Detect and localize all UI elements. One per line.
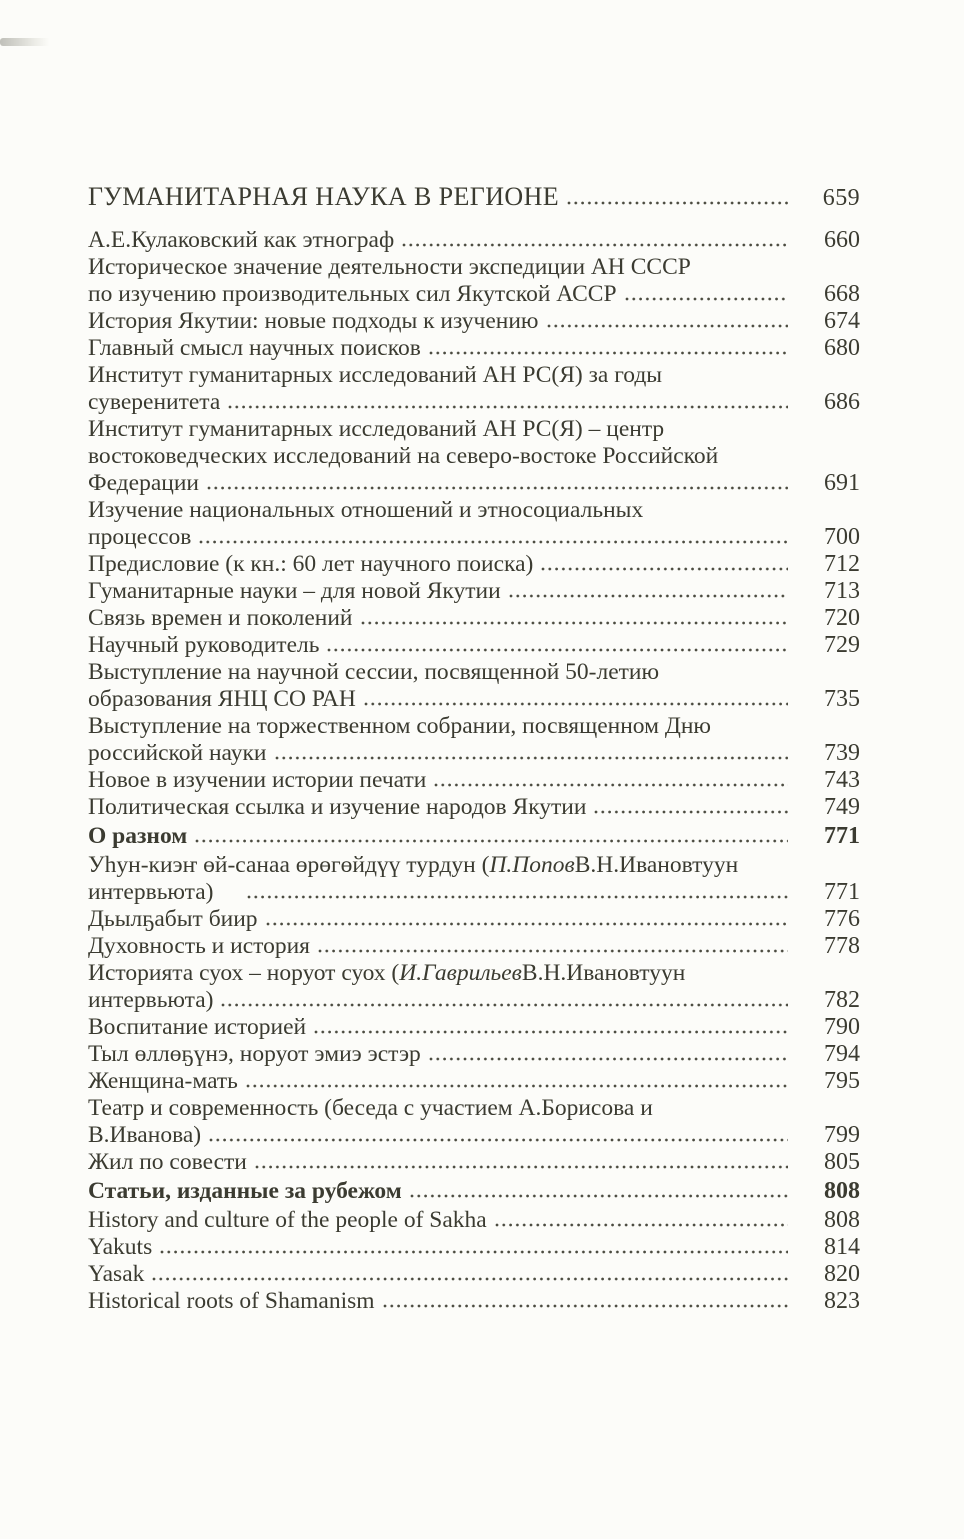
dot-leader (495, 1223, 788, 1227)
toc-entry-row (88, 659, 860, 686)
toc-entry-row (88, 443, 860, 470)
toc-page-number: 808 (824, 1178, 860, 1204)
dot-leader (199, 540, 788, 544)
toc-entry-text: В.Иванова) (88, 1122, 202, 1148)
dot-leader (509, 594, 788, 598)
toc-entry-row (88, 362, 860, 389)
toc-entry-row (88, 1288, 860, 1315)
toc-entry-author-italic: И.Гаврильев (399, 960, 522, 986)
toc-entry-text: История Якутии: новые подходы к изучению (88, 308, 539, 334)
toc-entry-text: Гуманитарные науки – для новой Якутии (88, 578, 501, 604)
toc-page-number: 795 (824, 1068, 860, 1094)
toc-page-number: 749 (824, 794, 860, 820)
toc-entry-row (88, 933, 860, 960)
toc-entry-row (88, 767, 860, 794)
dot-leader (207, 486, 788, 490)
toc-entry-text: ГУМАНИТАРНАЯ НАУКА В РЕГИОНЕ (88, 182, 560, 211)
toc-entry-text: Yakuts (88, 1234, 153, 1260)
toc-entry-row (88, 389, 860, 416)
toc-entry-text: О разном (88, 823, 188, 849)
toc-entry-text: образования ЯНЦ СО РАН (88, 686, 356, 712)
dot-leader (275, 756, 788, 760)
toc-entry-text: Уһун-киэҥ өй-санаа өрөгөйдүү турдун ( (88, 852, 490, 878)
toc-entry-row (88, 1149, 860, 1176)
toc-entry-text: процессов (88, 524, 192, 550)
toc-page-number: 790 (824, 1014, 860, 1040)
dot-leader (209, 1138, 788, 1142)
toc-page-number: 739 (824, 740, 860, 766)
toc-page-number: 735 (824, 686, 860, 712)
dot-leader (547, 324, 789, 328)
dot-leader (327, 648, 788, 652)
dot-leader (247, 895, 788, 899)
dot-leader (221, 1003, 788, 1007)
toc-entry-text: Историята суох – норуот суох ( (88, 960, 400, 986)
toc-entry-row (88, 713, 860, 740)
toc-subheading-row (88, 1178, 860, 1205)
toc-entry-row (88, 1095, 860, 1122)
toc-page-number: 771 (824, 879, 860, 905)
dot-leader (434, 783, 788, 787)
toc-entry-row (88, 605, 860, 632)
toc-page-number: 680 (824, 335, 860, 361)
toc-entry-text: Духовность и история (88, 933, 310, 959)
toc-entry-row (88, 254, 860, 281)
toc-page-number: 668 (824, 281, 860, 307)
toc-entry-text: Театр и современность (беседа с участием А.Борисова и (88, 1095, 653, 1121)
toc-entry-text: Жил по совести (88, 1149, 247, 1175)
toc-entry-text: Женщина-мать (88, 1068, 238, 1094)
toc-page-number: 729 (824, 632, 860, 658)
dot-leader (318, 949, 788, 953)
toc-entry-row (88, 578, 860, 605)
toc-entry-text: интервьюта) (88, 987, 214, 1013)
toc-page-number: 776 (824, 906, 860, 932)
toc-page-number: 691 (824, 470, 860, 496)
dot-leader (402, 243, 788, 247)
toc-entry-text: Изучение национальных отношений и этносоциальных (88, 497, 644, 523)
toc-page-number: 712 (824, 551, 860, 577)
dot-leader (246, 1084, 788, 1088)
toc-entry-row (88, 470, 860, 497)
toc-page-number: 823 (824, 1288, 860, 1314)
toc-entry-row (88, 524, 860, 551)
toc-entry-row (88, 906, 860, 933)
scan-artifact-mark (0, 38, 52, 46)
toc-page-number: 782 (824, 987, 860, 1013)
toc-entry-row (88, 987, 860, 1014)
toc-entry-text: по изучению производительных сил Якутской АССР (88, 281, 617, 307)
toc-entry-text: В.Н.Ивановтуун (521, 960, 686, 986)
toc-entry-text: Историческое значение деятельности экспедиции АН СССР (88, 254, 691, 280)
toc-entry-text: В.Н.Ивановтуун (574, 852, 739, 878)
toc-entry-row (88, 794, 860, 821)
toc-page-number: 805 (824, 1149, 860, 1175)
toc-entry-text: Новое в изучении истории печати (88, 767, 427, 793)
toc-entry-row (88, 281, 860, 308)
dot-leader (266, 922, 788, 926)
toc-page-number: 814 (824, 1234, 860, 1260)
toc-page-number: 659 (822, 185, 860, 211)
toc-page-number: 794 (824, 1041, 860, 1067)
toc-page-number: 674 (824, 308, 860, 334)
toc-entry-row (88, 1207, 860, 1234)
toc-entry-text: востоковедческих исследований на северо-востоке Российской (88, 443, 719, 469)
toc-entry-row (88, 551, 860, 578)
toc-entry-row (88, 416, 860, 443)
dot-leader (160, 1250, 788, 1254)
toc-entry-text: Научный руководитель (88, 632, 320, 658)
dot-leader (541, 567, 788, 571)
toc-entry-text: Тыл өллөҕүнэ, норуот эмиэ эстэр (88, 1041, 421, 1067)
toc-entry-row (88, 686, 860, 713)
dot-leader (594, 810, 788, 814)
table-of-contents (88, 183, 860, 1315)
toc-entry-text: Предисловие (к кн.: 60 лет научного поиска) (88, 551, 534, 577)
toc-page-number: 743 (824, 767, 860, 793)
toc-entry-row (88, 879, 860, 906)
dot-leader (429, 1057, 788, 1061)
toc-entry-row (88, 960, 860, 987)
toc-subheading-row (88, 823, 860, 850)
toc-entry-row (88, 852, 860, 879)
dot-leader (625, 297, 788, 301)
dot-leader (228, 405, 788, 409)
toc-page-number: 820 (824, 1261, 860, 1287)
toc-entry-row (88, 335, 860, 362)
toc-entry-text: Институт гуманитарных исследований АН РС(Я) за годы (88, 362, 663, 388)
toc-entry-row (88, 1122, 860, 1149)
dot-leader (152, 1277, 788, 1281)
toc-page-number: 720 (824, 605, 860, 631)
toc-page-number: 713 (824, 578, 860, 604)
toc-entry-text: суверенитета (88, 389, 221, 415)
toc-entry-row (88, 497, 860, 524)
dot-leader (195, 839, 788, 843)
toc-entry-text: российской науки (88, 740, 267, 766)
toc-page-number: 799 (824, 1122, 860, 1148)
toc-entry-text: Главный смысл научных поисков (88, 335, 421, 361)
toc-entry-text: Воспитание историей (88, 1014, 307, 1040)
toc-page-number: 660 (824, 227, 860, 253)
toc-entry-row (88, 1261, 860, 1288)
toc-page-number: 771 (824, 823, 860, 849)
toc-entry-row (88, 308, 860, 335)
toc-entry-text: Historical roots of Shamanism (88, 1288, 375, 1314)
dot-leader (567, 201, 788, 205)
toc-page-number: 778 (824, 933, 860, 959)
dot-leader (364, 702, 788, 706)
toc-entry-row (88, 740, 860, 767)
dot-leader (429, 351, 788, 355)
toc-entry-text: Статьи, изданные за рубежом (88, 1178, 402, 1204)
toc-entry-text: А.Е.Кулаковский как этнограф (88, 227, 395, 253)
toc-entry-row (88, 227, 860, 254)
toc-entry-text: Yasak (88, 1261, 145, 1287)
toc-entry-row (88, 1234, 860, 1261)
toc-section-title-row (88, 183, 860, 212)
toc-entry-text: Выступление на торжественном собрании, посвященном Дню (88, 713, 711, 739)
dot-leader (255, 1165, 788, 1169)
dot-leader (410, 1194, 788, 1198)
toc-entry-text: Федерации (88, 470, 199, 496)
toc-page-number: 700 (824, 524, 860, 550)
toc-entry-text: Политическая ссылка и изучение народов Якутии (88, 794, 587, 820)
toc-entry-author-italic: П.Попов (489, 852, 575, 878)
toc-page-number: 686 (824, 389, 860, 415)
toc-entry-text: History and culture of the people of Sakha (88, 1207, 487, 1233)
dot-leader (383, 1304, 788, 1308)
dot-leader (314, 1030, 788, 1034)
toc-entry-row (88, 1014, 860, 1041)
toc-entry-row (88, 1068, 860, 1095)
toc-entry-text: Выступление на научной сессии, посвященной 50-летию (88, 659, 660, 685)
toc-entry-text: Связь времен и поколений (88, 605, 353, 631)
toc-entry-text: интервьюта) (88, 879, 214, 905)
toc-entry-text: Институт гуманитарных исследований АН РС(Я) – центр (88, 416, 665, 442)
dot-leader (361, 621, 788, 625)
toc-page-number: 808 (824, 1207, 860, 1233)
toc-entry-text: Дьылҕабыт биир (88, 906, 258, 932)
toc-entry-row (88, 1041, 860, 1068)
toc-entry-row (88, 632, 860, 659)
